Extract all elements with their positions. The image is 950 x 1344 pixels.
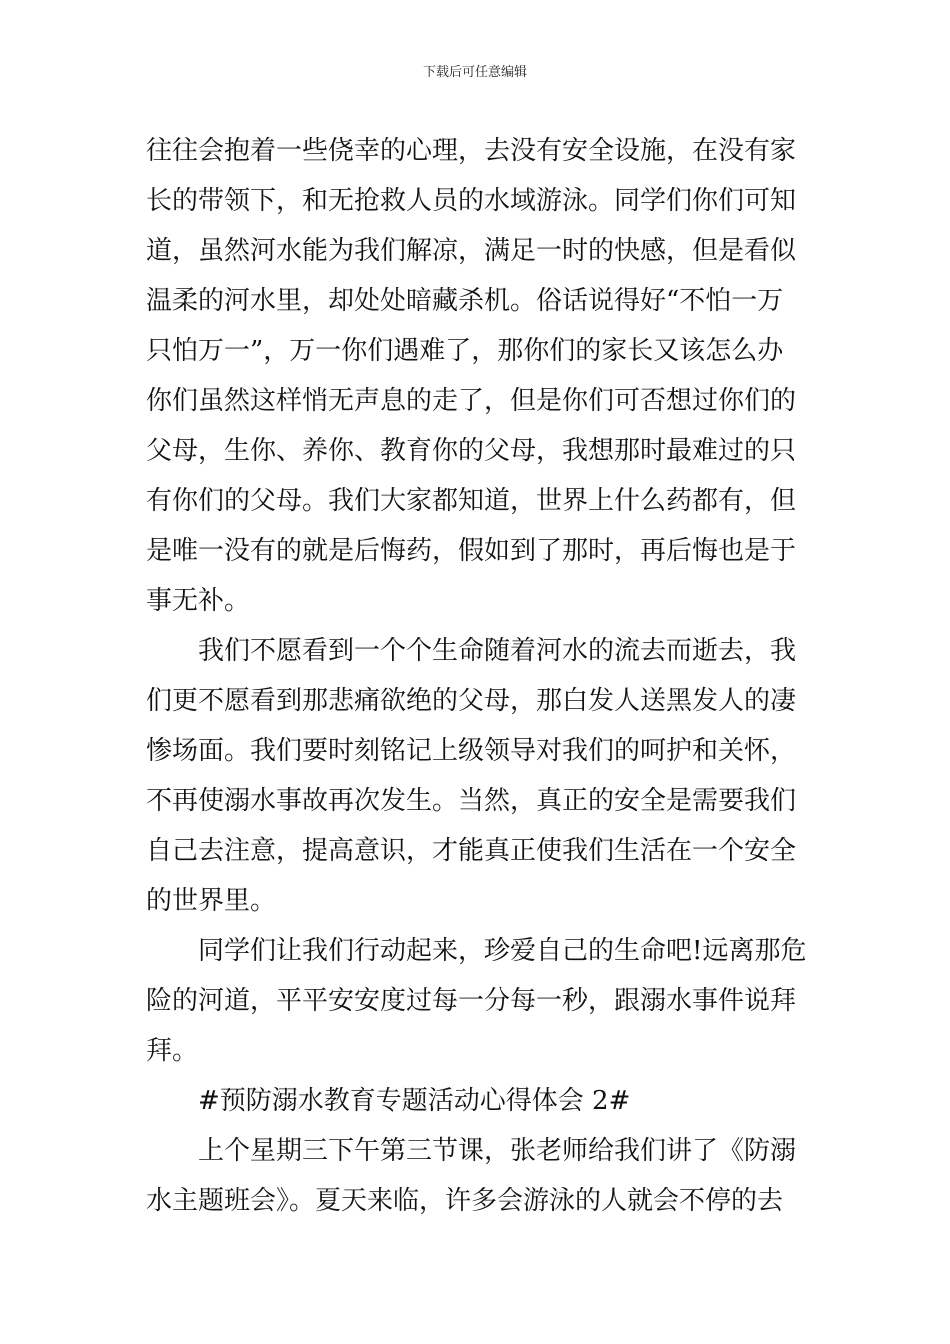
text-line: 道，虽然河水能为我们解凉，满足一时的快感，但是看似 bbox=[146, 236, 797, 266]
text-line: 们更不愿看到那悲痛欲绝的父母，那白发人送黑发人的凄 bbox=[146, 686, 797, 716]
text-line: 拜。 bbox=[146, 1036, 199, 1066]
text-line: 险的河道，平平安安度过每一分每一秒，跟溺水事件说拜 bbox=[146, 986, 797, 1016]
text-line: 的世界里。 bbox=[146, 886, 277, 916]
text-line: 上个星期三下午第三节课，张老师给我们讲了《防溺 bbox=[198, 1136, 797, 1166]
document-body bbox=[146, 126, 814, 1226]
text-line: 事无补。 bbox=[146, 586, 251, 616]
page-header: 下载后可任意编辑 bbox=[422, 65, 527, 80]
paragraph bbox=[146, 626, 814, 926]
text-line: 父母，生你、养你、教育你的父母，我想那时最难过的只 bbox=[146, 436, 797, 466]
text-line: 惨场面。我们要时刻铭记上级领导对我们的呵护和关怀， bbox=[146, 736, 797, 766]
text-line: 是唯一没有的就是后悔药，假如到了那时，再后悔也是于 bbox=[146, 536, 797, 566]
text-line: #预防溺水教育专题活动心得体会 2# bbox=[198, 1086, 631, 1116]
text-line: 往往会抱着一些侥幸的心理，去没有安全设施，在没有家 bbox=[146, 136, 797, 166]
paragraph bbox=[146, 126, 814, 626]
text-line: 自己去注意，提高意识，才能真正使我们生活在一个安全 bbox=[146, 836, 797, 866]
paragraph bbox=[146, 1076, 814, 1126]
text-line: 我们不愿看到一个个生命随着河水的流去而逝去，我 bbox=[198, 636, 797, 666]
text-line: 同学们让我们行动起来，珍爱自己的生命吧!远离那危 bbox=[198, 936, 807, 966]
paragraph bbox=[146, 926, 814, 1076]
text-line: 长的带领下，和无抢救人员的水域游泳。同学们你们可知 bbox=[146, 186, 797, 216]
text-line: 水主题班会》。夏天来临，许多会游泳的人就会不停的去 bbox=[146, 1186, 784, 1216]
paragraph bbox=[146, 1126, 814, 1226]
text-line: 只怕万一”，万一你们遇难了，那你们的家长又该怎么办 bbox=[146, 336, 784, 366]
text-line: 不再使溺水事故再次发生。当然，真正的安全是需要我们 bbox=[146, 786, 797, 816]
text-line: 有你们的父母。我们大家都知道，世界上什么药都有，但 bbox=[146, 486, 797, 516]
text-line: 你们虽然这样悄无声息的走了，但是你们可否想过你们的 bbox=[146, 386, 797, 416]
text-line: 温柔的河水里，却处处暗藏杀机。俗话说得好“不怕一万 bbox=[146, 286, 784, 316]
